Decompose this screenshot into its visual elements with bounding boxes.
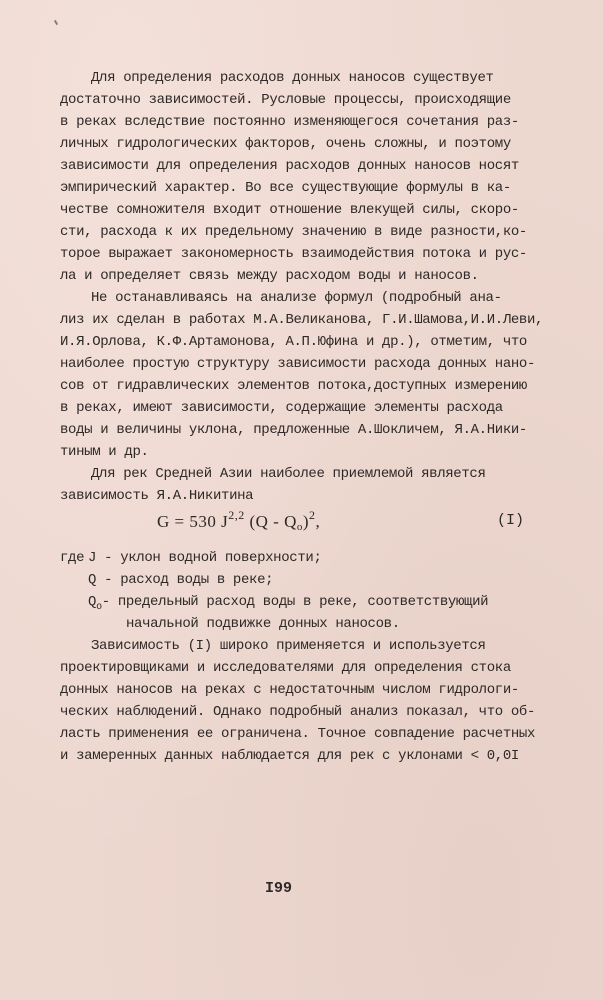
text-line: торое выражает закономерность взаимодействия потока и рус- bbox=[60, 246, 527, 262]
text-line: ческих наблюдений. Однако подробный анализ показал, что об- bbox=[60, 704, 536, 720]
text-line: личных гидрологических факторов, очень сложны, и поэтому bbox=[60, 136, 511, 152]
formula-exponent-2: 2 bbox=[309, 508, 316, 522]
formula-mid: (Q - Q bbox=[244, 512, 297, 531]
text-line: зависимости для определения расходов донных наносов носят bbox=[60, 158, 519, 174]
definition-subscript: o bbox=[96, 601, 102, 613]
text-line: и замеренных данных наблюдается для рек с уклонами < 0,0I bbox=[60, 748, 519, 764]
page-number: I99 bbox=[265, 880, 293, 897]
text-line: донных наносов на реках с недостаточным числом гидрологи- bbox=[60, 682, 519, 698]
formula-subscript: o bbox=[296, 521, 303, 533]
text-line: Для рек Средней Азии наиболее приемлемой является bbox=[91, 466, 486, 482]
text-line: Зависимость (I) широко применяется и используется bbox=[91, 638, 486, 654]
definition-line: Q - расход воды в реке; bbox=[88, 572, 274, 588]
formula-exponent: 2,2 bbox=[228, 508, 245, 522]
text-line: честве сомножителя входит отношение влекущей силы, скоро- bbox=[60, 202, 519, 218]
text-line: в реках, имеют зависимости, содержащие элементы расхода bbox=[60, 400, 503, 416]
definition-symbol: Q bbox=[88, 594, 97, 610]
definition-line: начальной подвижке донных наносов. bbox=[126, 616, 400, 632]
text-line: наиболее простую структуру зависимости расхода донных нано- bbox=[60, 356, 536, 372]
definition-text: - предельный расход воды в реке, соответствующий bbox=[101, 594, 489, 610]
formula bbox=[157, 508, 320, 533]
where-label: где bbox=[60, 550, 85, 566]
text-line: тиным и др. bbox=[60, 444, 149, 460]
text-line: сти, расхода к их предельному значению в виде разности,ко- bbox=[60, 224, 527, 240]
equation-number: (I) bbox=[497, 512, 525, 529]
text-line: проектировщиками и исследователями для определения стока bbox=[60, 660, 511, 676]
text-line: ласть применения ее ограничена. Точное совпадение расчетных bbox=[60, 726, 536, 742]
text-line: эмпирический характер. Во все существующие формулы в ка- bbox=[60, 180, 511, 196]
text-line: сов от гидравлических элементов потока,доступных измерению bbox=[60, 378, 527, 394]
text-line: И.Я.Орлова, К.Ф.Артамонова, А.П.Юфина и др.), отметим, что bbox=[60, 334, 527, 350]
paper-speck bbox=[54, 20, 58, 25]
text-line: в реках вследствие постоянно изменяющегося сочетания раз- bbox=[60, 114, 519, 130]
text-line: воды и величины уклона, предложенные А.Шокличем, Я.А.Ники- bbox=[60, 422, 527, 438]
text-line: Не останавливаясь на анализе формул (подробный ана- bbox=[91, 290, 502, 306]
text-line: ла и определяет связь между расходом воды и наносов. bbox=[60, 268, 479, 284]
formula-lhs: G = 530 J bbox=[157, 512, 229, 531]
definition-line: J - уклон водной поверхности; bbox=[88, 550, 322, 566]
text-line: Для определения расходов донных наносов существует bbox=[91, 70, 494, 86]
formula-close: ) bbox=[302, 512, 310, 531]
text-line: лиз их сделан в работах М.А.Великанова, Г.И.Шамова,И.И.Леви, bbox=[60, 312, 544, 328]
text-line: достаточно зависимостей. Русловые процессы, происходящие bbox=[60, 92, 511, 108]
text-line: зависимость Я.А.Никитина bbox=[60, 488, 254, 504]
formula-tail: , bbox=[315, 512, 321, 531]
